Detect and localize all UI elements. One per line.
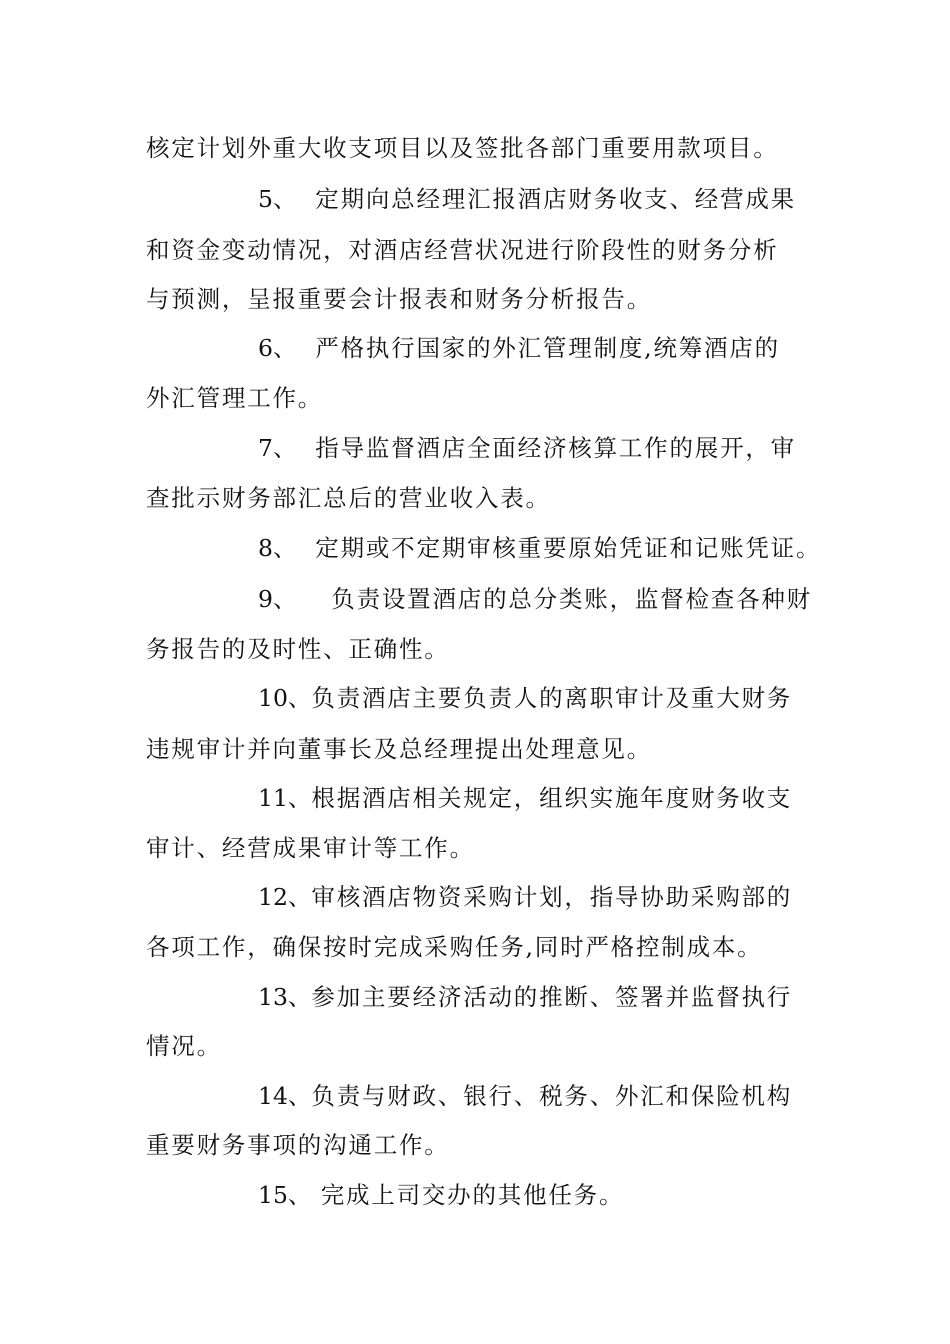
item-15-line-1	[258, 1180, 624, 1210]
item-10-line-1	[258, 683, 792, 713]
item-10-text-2: 违规审计并向董事长及总经理提出处理意见。	[146, 735, 652, 763]
item-7-text-1: 指导监督酒店全面经济核算工作的展开，审	[315, 434, 796, 462]
item-6-text-1: 严格执行国家的外汇管理制度,统筹酒店的	[315, 334, 780, 362]
item-14-text-2: 重要财务事项的沟通工作。	[146, 1131, 450, 1159]
item-5-line-1	[258, 184, 796, 214]
item-5-text-1: 定期向总经理汇报酒店财务收支、经营成果	[315, 185, 796, 213]
item-12-number: 12、	[258, 883, 312, 911]
item-14-text-1: 负责与财政、银行、税务、外汇和保险机构	[311, 1082, 793, 1110]
item-13-number: 13、	[258, 983, 312, 1011]
item-7-line-2	[146, 483, 551, 513]
item-6-number: 6、	[258, 334, 297, 362]
item-5-text-3: 与预测，呈报重要会计报表和财务分析报告。	[146, 285, 652, 313]
item-9-number: 9、	[258, 585, 297, 613]
item-12-line-1	[258, 882, 792, 912]
item-8-line-1	[258, 533, 821, 563]
item-12-line-2	[146, 932, 762, 962]
item-15-number: 15、	[258, 1181, 312, 1209]
item-10-number: 10、	[258, 684, 312, 712]
item-13-text-1: 参加主要经济活动的推断、签署并监督执行	[311, 983, 793, 1011]
item-5-line-3	[146, 284, 652, 314]
item-7-text-2: 查批示财务部汇总后的营业收入表。	[146, 484, 551, 512]
item-13-line-1	[258, 982, 792, 1012]
item-5-text-2: 和资金变动情况，对酒店经营状况进行阶段性的财务分析	[146, 236, 779, 264]
item-7-line-1	[258, 433, 796, 463]
item-8-text-1: 定期或不定期审核重要原始凭证和记账凭证。	[315, 534, 822, 562]
item-7-number: 7、	[258, 434, 297, 462]
item-11-text-2: 审计、经营成果审计等工作。	[146, 834, 475, 862]
item-6-text-2: 外汇管理工作。	[146, 384, 324, 412]
item-9-line-1	[258, 584, 812, 614]
item-9-text-2: 务报告的及时性、正确性。	[146, 635, 450, 663]
item-6-line-1	[258, 333, 780, 363]
item-14-line-2	[146, 1130, 450, 1160]
item-11-line-2	[146, 833, 475, 863]
item-5-line-2	[146, 235, 779, 265]
item-12-text-1: 审核酒店物资采购计划，指导协助采购部的	[311, 883, 793, 911]
item-10-text-1: 负责酒店主要负责人的离职审计及重大财务	[311, 684, 793, 712]
item-14-line-1	[258, 1081, 792, 1111]
item-5-number: 5、	[258, 185, 297, 213]
item-12-text-2: 各项工作，确保按时完成采购任务,同时严格控制成本。	[146, 933, 763, 961]
item-13-line-2	[146, 1031, 222, 1061]
item-11-text-1: 根据酒店相关规定，组织实施年度财务收支	[311, 784, 793, 812]
item-11-line-1	[258, 783, 792, 813]
item-4-line-1: 核定计划外重大收支项目以及签批各部门重要用款项目。	[146, 134, 779, 162]
item-6-line-2	[146, 383, 323, 413]
item-14-number: 14、	[258, 1082, 312, 1110]
item-8-number: 8、	[258, 534, 297, 562]
item-13-text-2: 情况。	[146, 1032, 222, 1060]
item-11-number: 11、	[258, 784, 312, 812]
item-9-line-2	[146, 634, 450, 664]
item-10-line-2	[146, 734, 652, 764]
item-4-continuation	[146, 133, 779, 163]
item-9-text-1: 负责设置酒店的总分类账，监督检查各种财	[331, 585, 812, 613]
item-15-text-1: 完成上司交办的其他任务。	[320, 1181, 625, 1209]
